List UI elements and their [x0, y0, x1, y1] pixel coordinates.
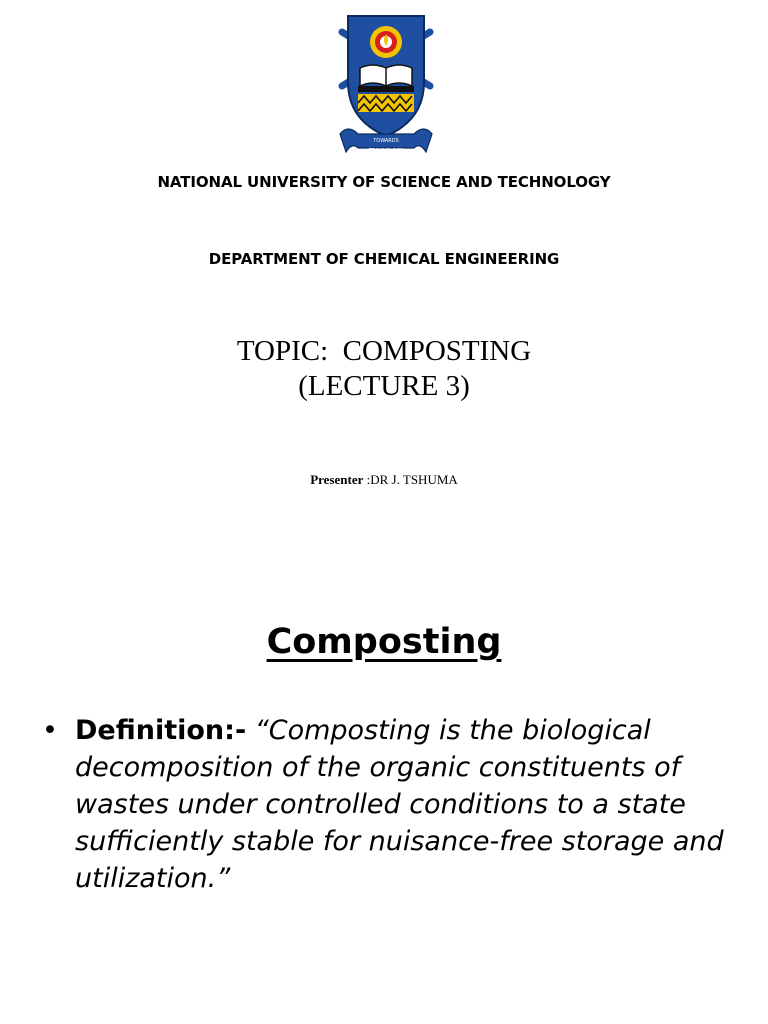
- university-crest: [338, 12, 434, 156]
- section-heading-text: Composting: [266, 622, 502, 662]
- definition-text-block: [75, 712, 732, 897]
- bullet-icon: •: [42, 715, 58, 746]
- definition-bullet-item: [42, 712, 732, 897]
- presenter-name: :DR J. TSHUMA: [366, 472, 458, 487]
- lecture-number: (LECTURE 3): [298, 370, 470, 402]
- definition-label: Definition:-: [75, 715, 247, 746]
- presenter-label: Presenter: [310, 472, 364, 487]
- section-heading: [0, 622, 768, 662]
- presenter-line: [0, 472, 768, 488]
- crest-motto: TOWARDS TECHNOLOGY: [368, 138, 404, 154]
- university-name: NATIONAL UNIVERSITY OF SCIENCE AND TECHNOLOGY: [157, 173, 611, 191]
- lecture-topic: [0, 334, 768, 404]
- department-name: DEPARTMENT OF CHEMICAL ENGINEERING: [208, 250, 560, 268]
- topic-line: TOPIC: COMPOSTING: [236, 335, 532, 367]
- definition-quote: “Composting is the biological decomposition of the organic constituents of wastes under controlled conditions to a state sufficiently stable for nuisance-free storage and utilization.”: [75, 715, 724, 894]
